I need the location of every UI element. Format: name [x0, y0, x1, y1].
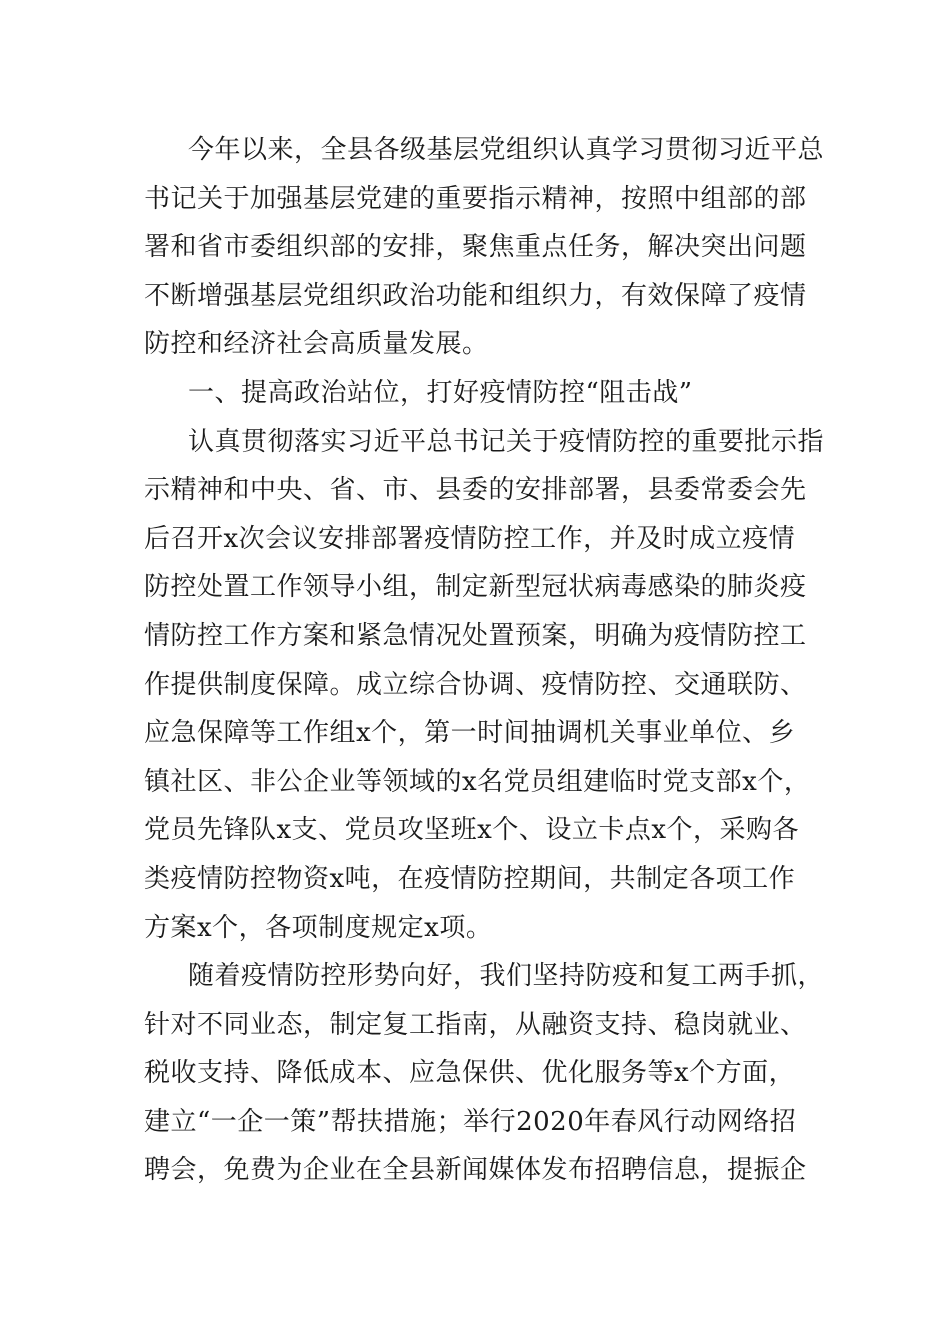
paragraph-2-line-5: 情防控工作方案和紧急情况处置预案，明确为疫情防控工: [144, 620, 807, 651]
paragraph-2-line-11: 方案x个，各项制度规定x项。: [144, 912, 493, 943]
paragraph-2-line-9: 党员先锋队x支、党员攻坚班x个、设立卡点x个，采购各: [144, 815, 799, 846]
document-body: [144, 126, 825, 1195]
paragraph-2-line-2: 示精神和中央、省、市、县委的安排部署，县委常委会先: [144, 475, 807, 506]
paragraph-2-line-3: 后召开x次会议安排部署疫情防控工作，并及时成立疫情: [144, 523, 796, 554]
paragraph-2-line-1: 认真贯彻落实习近平总书记关于疫情防控的重要批示指: [188, 426, 825, 457]
paragraph-2-line-6: 作提供制度保障。成立综合协调、疫情防控、交通联防、: [144, 669, 807, 700]
paragraph-2-line-10: 类疫情防控物资x吨，在疫情防控期间，共制定各项工作: [144, 863, 796, 894]
section-heading-1: 一、提高政治站位，打好疫情防控“阻击战”: [188, 377, 693, 408]
paragraph-3-line-3: 税收支持、降低成本、应急保供、优化服务等x个方面，: [144, 1058, 796, 1089]
paragraph-2-line-8: 镇社区、非公企业等领域的x名党员组建临时党支部x个，: [144, 766, 811, 797]
paragraph-2-line-7: 应急保障等工作组x个，第一时间抽调机关事业单位、乡: [144, 718, 796, 749]
paragraph-1-line-4: 不断增强基层党组织政治功能和组织力，有效保障了疫情: [144, 280, 807, 311]
paragraph-3-line-1: 随着疫情防控形势向好，我们坚持防疫和复工两手抓，: [188, 961, 825, 992]
paragraph-1-line-5: 防控和经济社会高质量发展。: [144, 329, 489, 360]
paragraph-2-line-4: 防控处置工作领导小组，制定新型冠状病毒感染的肺炎疫: [144, 572, 807, 603]
paragraph-3-line-2: 针对不同业态，制定复工指南，从融资支持、稳岗就业、: [144, 1009, 807, 1040]
paragraph-3-line-5: 聘会，免费为企业在全县新闻媒体发布招聘信息，提振企: [144, 1155, 807, 1186]
paragraph-1-line-3: 署和省市委组织部的安排，聚焦重点任务，解决突出问题: [144, 232, 807, 263]
paragraph-3-line-4: 建立“一企一策”帮扶措施；举行2020年春风行动网络招: [144, 1106, 797, 1137]
paragraph-1-line-2: 书记关于加强基层党建的重要指示精神，按照中组部的部: [144, 183, 807, 214]
paragraph-1-line-1: 今年以来，全县各级基层党组织认真学习贯彻习近平总: [188, 135, 825, 165]
